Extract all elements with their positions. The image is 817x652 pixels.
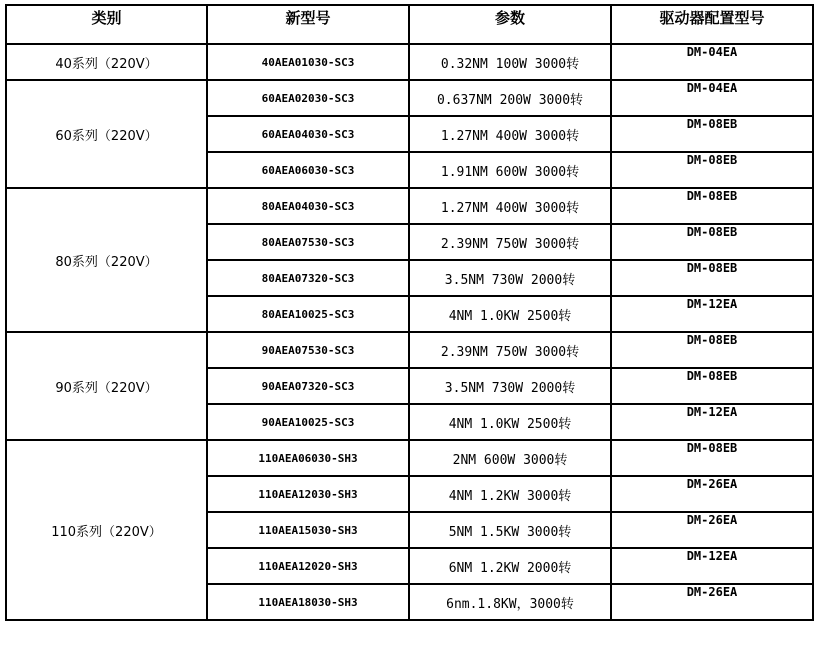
driver-cell: DM-04EA — [611, 80, 813, 116]
params-cell: 0.637NM 200W 3000转 — [409, 80, 611, 116]
table-row — [6, 188, 813, 224]
driver-cell: DM-08EB — [611, 116, 813, 152]
params-cell: 3.5NM 730W 2000转 — [409, 260, 611, 296]
table-header — [6, 5, 813, 44]
header-params: 参数 — [409, 5, 611, 44]
params-cell: 1.27NM 400W 3000转 — [409, 116, 611, 152]
params-cell: 2.39NM 750W 3000转 — [409, 224, 611, 260]
category-cell: 90系列（220V） — [6, 332, 207, 440]
params-cell: 2.39NM 750W 3000转 — [409, 332, 611, 368]
params-cell: 2NM 600W 3000转 — [409, 440, 611, 476]
params-cell: 0.32NM 100W 3000转 — [409, 44, 611, 80]
driver-cell: DM-12EA — [611, 548, 813, 584]
params-cell: 1.27NM 400W 3000转 — [409, 188, 611, 224]
driver-cell: DM-08EB — [611, 224, 813, 260]
table-row — [6, 440, 813, 476]
header-driver: 驱动器配置型号 — [611, 5, 813, 44]
driver-cell: DM-26EA — [611, 584, 813, 620]
model-cell: 60AEA02030-SC3 — [207, 80, 409, 116]
driver-cell: DM-08EB — [611, 188, 813, 224]
model-cell: 110AEA18030-SH3 — [207, 584, 409, 620]
params-cell: 5NM 1.5KW 3000转 — [409, 512, 611, 548]
driver-cell: DM-26EA — [611, 476, 813, 512]
driver-cell: DM-12EA — [611, 404, 813, 440]
model-cell: 80AEA10025-SC3 — [207, 296, 409, 332]
driver-cell: DM-08EB — [611, 368, 813, 404]
model-cell: 80AEA07530-SC3 — [207, 224, 409, 260]
model-cell: 110AEA15030-SH3 — [207, 512, 409, 548]
model-cell: 90AEA07530-SC3 — [207, 332, 409, 368]
model-cell: 80AEA04030-SC3 — [207, 188, 409, 224]
model-cell: 40AEA01030-SC3 — [207, 44, 409, 80]
spec-table — [5, 4, 814, 621]
model-cell: 110AEA06030-SH3 — [207, 440, 409, 476]
category-cell: 80系列（220V） — [6, 188, 207, 332]
driver-cell: DM-12EA — [611, 296, 813, 332]
model-cell: 60AEA06030-SC3 — [207, 152, 409, 188]
table-row — [6, 44, 813, 80]
driver-cell: DM-04EA — [611, 44, 813, 80]
model-cell: 80AEA07320-SC3 — [207, 260, 409, 296]
header-row — [6, 5, 813, 44]
params-cell: 6NM 1.2KW 2000转 — [409, 548, 611, 584]
model-cell: 90AEA10025-SC3 — [207, 404, 409, 440]
params-cell: 1.91NM 600W 3000转 — [409, 152, 611, 188]
model-cell: 110AEA12030-SH3 — [207, 476, 409, 512]
driver-cell: DM-08EB — [611, 260, 813, 296]
category-cell: 40系列（220V） — [6, 44, 207, 80]
params-cell: 3.5NM 730W 2000转 — [409, 368, 611, 404]
model-cell: 60AEA04030-SC3 — [207, 116, 409, 152]
driver-cell: DM-08EB — [611, 152, 813, 188]
category-cell: 110系列（220V） — [6, 440, 207, 620]
header-category: 类别 — [6, 5, 207, 44]
params-cell: 4NM 1.0KW 2500转 — [409, 404, 611, 440]
table-body — [6, 44, 813, 620]
driver-cell: DM-08EB — [611, 332, 813, 368]
model-cell: 90AEA07320-SC3 — [207, 368, 409, 404]
model-cell: 110AEA12020-SH3 — [207, 548, 409, 584]
category-cell: 60系列（220V） — [6, 80, 207, 188]
params-cell: 4NM 1.2KW 3000转 — [409, 476, 611, 512]
params-cell: 6nm.1.8KW，3000转 — [409, 584, 611, 620]
table-row — [6, 80, 813, 116]
driver-cell: DM-08EB — [611, 440, 813, 476]
table-row — [6, 332, 813, 368]
header-model: 新型号 — [207, 5, 409, 44]
driver-cell: DM-26EA — [611, 512, 813, 548]
params-cell: 4NM 1.0KW 2500转 — [409, 296, 611, 332]
